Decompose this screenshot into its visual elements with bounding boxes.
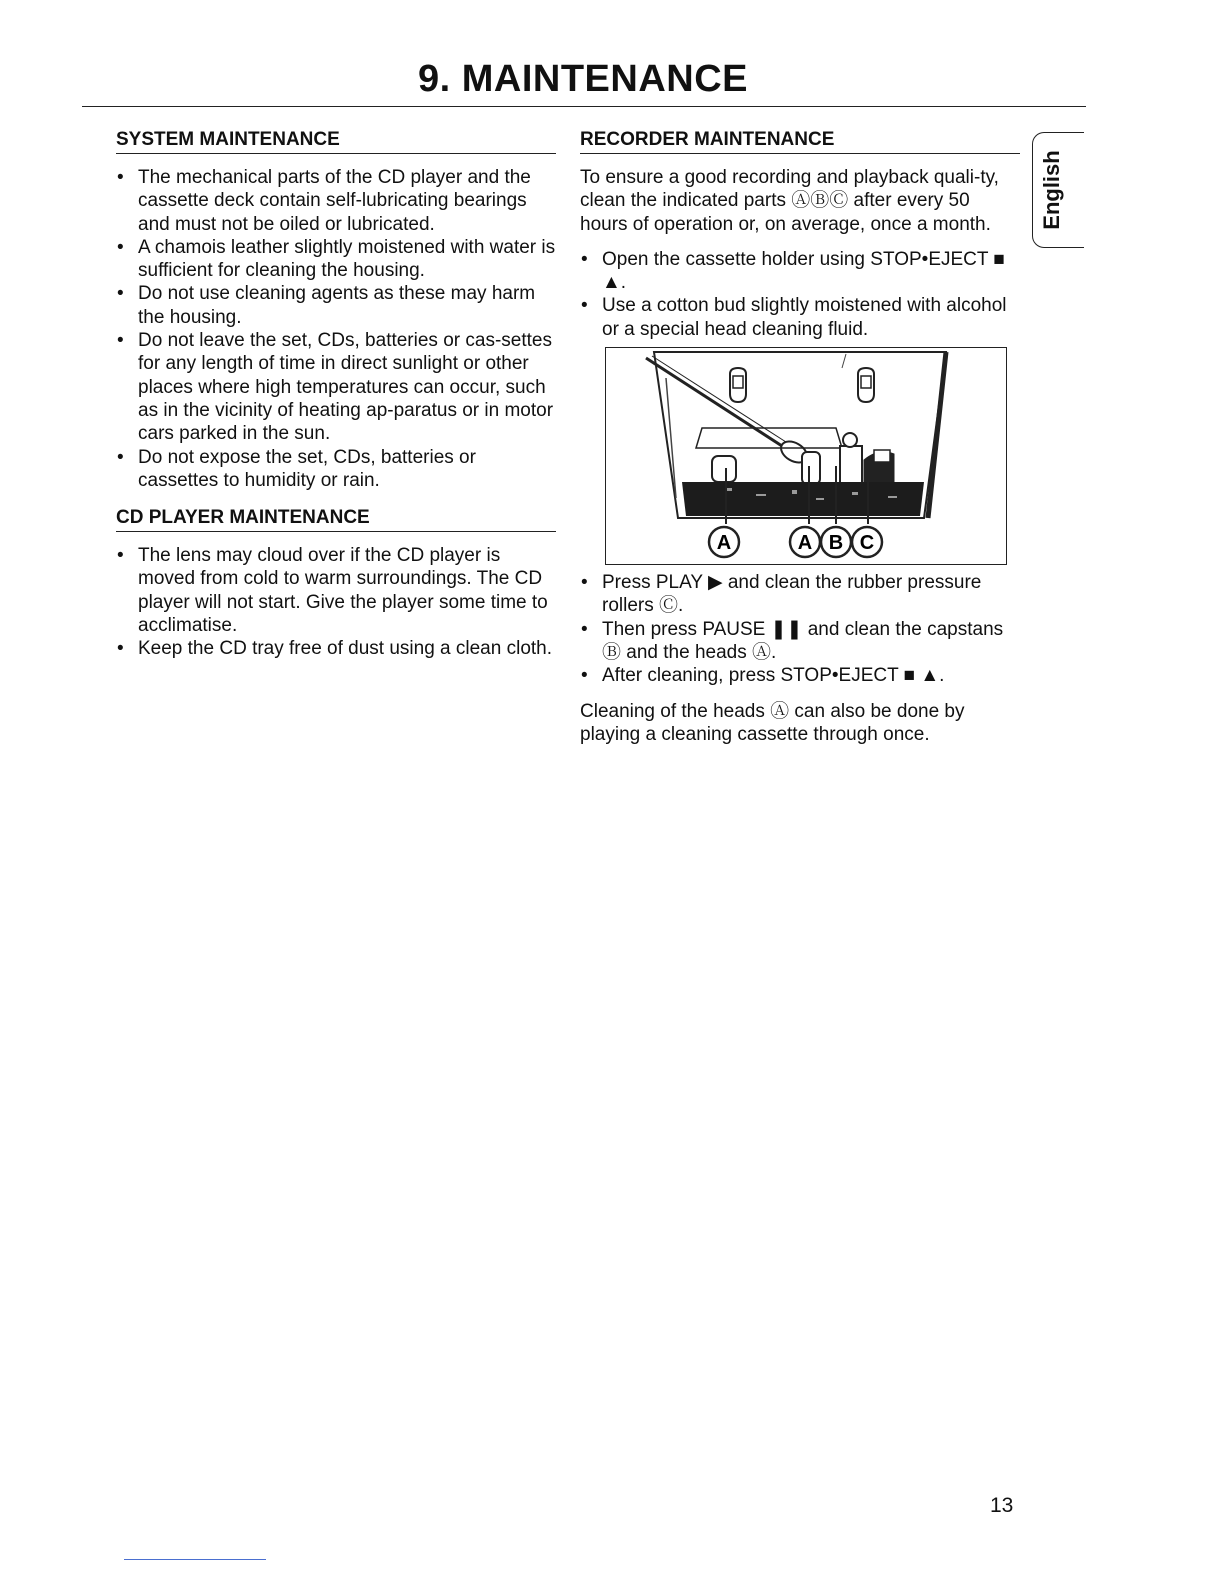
list-item: • The lens may cloud over if the CD player is moved from cold to warm surroundings. The CD player will not start. Give the player some time to acclimatise. xyxy=(116,544,556,637)
list-item: • Do not use cleaning agents as these may harm the housing. xyxy=(116,282,556,329)
recorder-outro: Cleaning of the heads Ⓐ can also be done by playing a cleaning cassette through once. xyxy=(580,700,965,745)
language-tab-label: English xyxy=(1039,150,1064,230)
list-item: • Press PLAY ▶ and clean the rubber pressure rollers Ⓒ. xyxy=(580,571,1020,618)
right-column xyxy=(580,128,1020,746)
cassette-deck-illustration xyxy=(605,347,1007,565)
reel-hub-icon xyxy=(730,368,746,402)
system-maintenance-heading: SYSTEM MAINTENANCE xyxy=(116,128,556,154)
cd-maintenance-list xyxy=(116,544,556,660)
svg-text:B: B xyxy=(828,532,844,555)
label-a-left xyxy=(709,527,739,557)
list-item: • Open the cassette holder using STOP•EJECT ■ ▲. xyxy=(580,248,1020,295)
list-item: • Use a cotton bud slightly moistened with alcohol or a special head cleaning fluid. xyxy=(580,294,1020,341)
cd-player-maintenance-heading: CD PLAYER MAINTENANCE xyxy=(116,506,556,532)
svg-text:A: A xyxy=(797,532,813,555)
left-column xyxy=(116,128,556,661)
list-item: • Then press PAUSE ❚❚ and clean the capstans Ⓑ and the heads Ⓐ. xyxy=(580,618,1020,665)
svg-text:C: C xyxy=(859,532,875,555)
bottom-rule xyxy=(124,1559,266,1560)
svg-text:A: A xyxy=(716,532,732,555)
list-item: • The mechanical parts of the CD player and the cassette deck contain self-lubricating bearings and must not be oiled or lubricated. xyxy=(116,166,556,236)
recorder-maintenance-heading: RECORDER MAINTENANCE xyxy=(580,128,1020,154)
label-c xyxy=(852,527,882,557)
page-number: 13 xyxy=(990,1494,1014,1517)
label-b xyxy=(821,527,851,557)
list-item: • Keep the CD tray free of dust using a clean cloth. xyxy=(116,637,556,660)
recorder-steps-after xyxy=(580,571,1020,687)
list-item: • After cleaning, press STOP•EJECT ■ ▲. xyxy=(580,664,1020,687)
label-a-right xyxy=(790,527,820,557)
cassette-deck-drawing xyxy=(606,348,1006,564)
recorder-steps-before xyxy=(580,248,1020,341)
recorder-intro: To ensure a good recording and playback quali-ty, clean the indicated parts ⒶⒷⒸ after every 50 hours of operation or, on average, once a month. xyxy=(580,167,999,235)
system-maintenance-list xyxy=(116,166,556,492)
page-title: 9. MAINTENANCE xyxy=(417,58,749,100)
title-rule xyxy=(82,106,1086,107)
list-item: • A chamois leather slightly moistened with water is sufficient for cleaning the housing. xyxy=(116,236,556,283)
cotton-bud-icon xyxy=(646,356,811,467)
list-item: • Do not expose the set, CDs, batteries or cassettes to humidity or rain. xyxy=(116,446,556,493)
reel-hub-icon xyxy=(858,368,874,402)
list-item: • Do not leave the set, CDs, batteries or cas-settes for any length of time in direct sunlight or other places where high temperatures can occur, such as in the vicinity of heating ap-paratus or in motor cars parked in the sun. xyxy=(116,329,556,445)
